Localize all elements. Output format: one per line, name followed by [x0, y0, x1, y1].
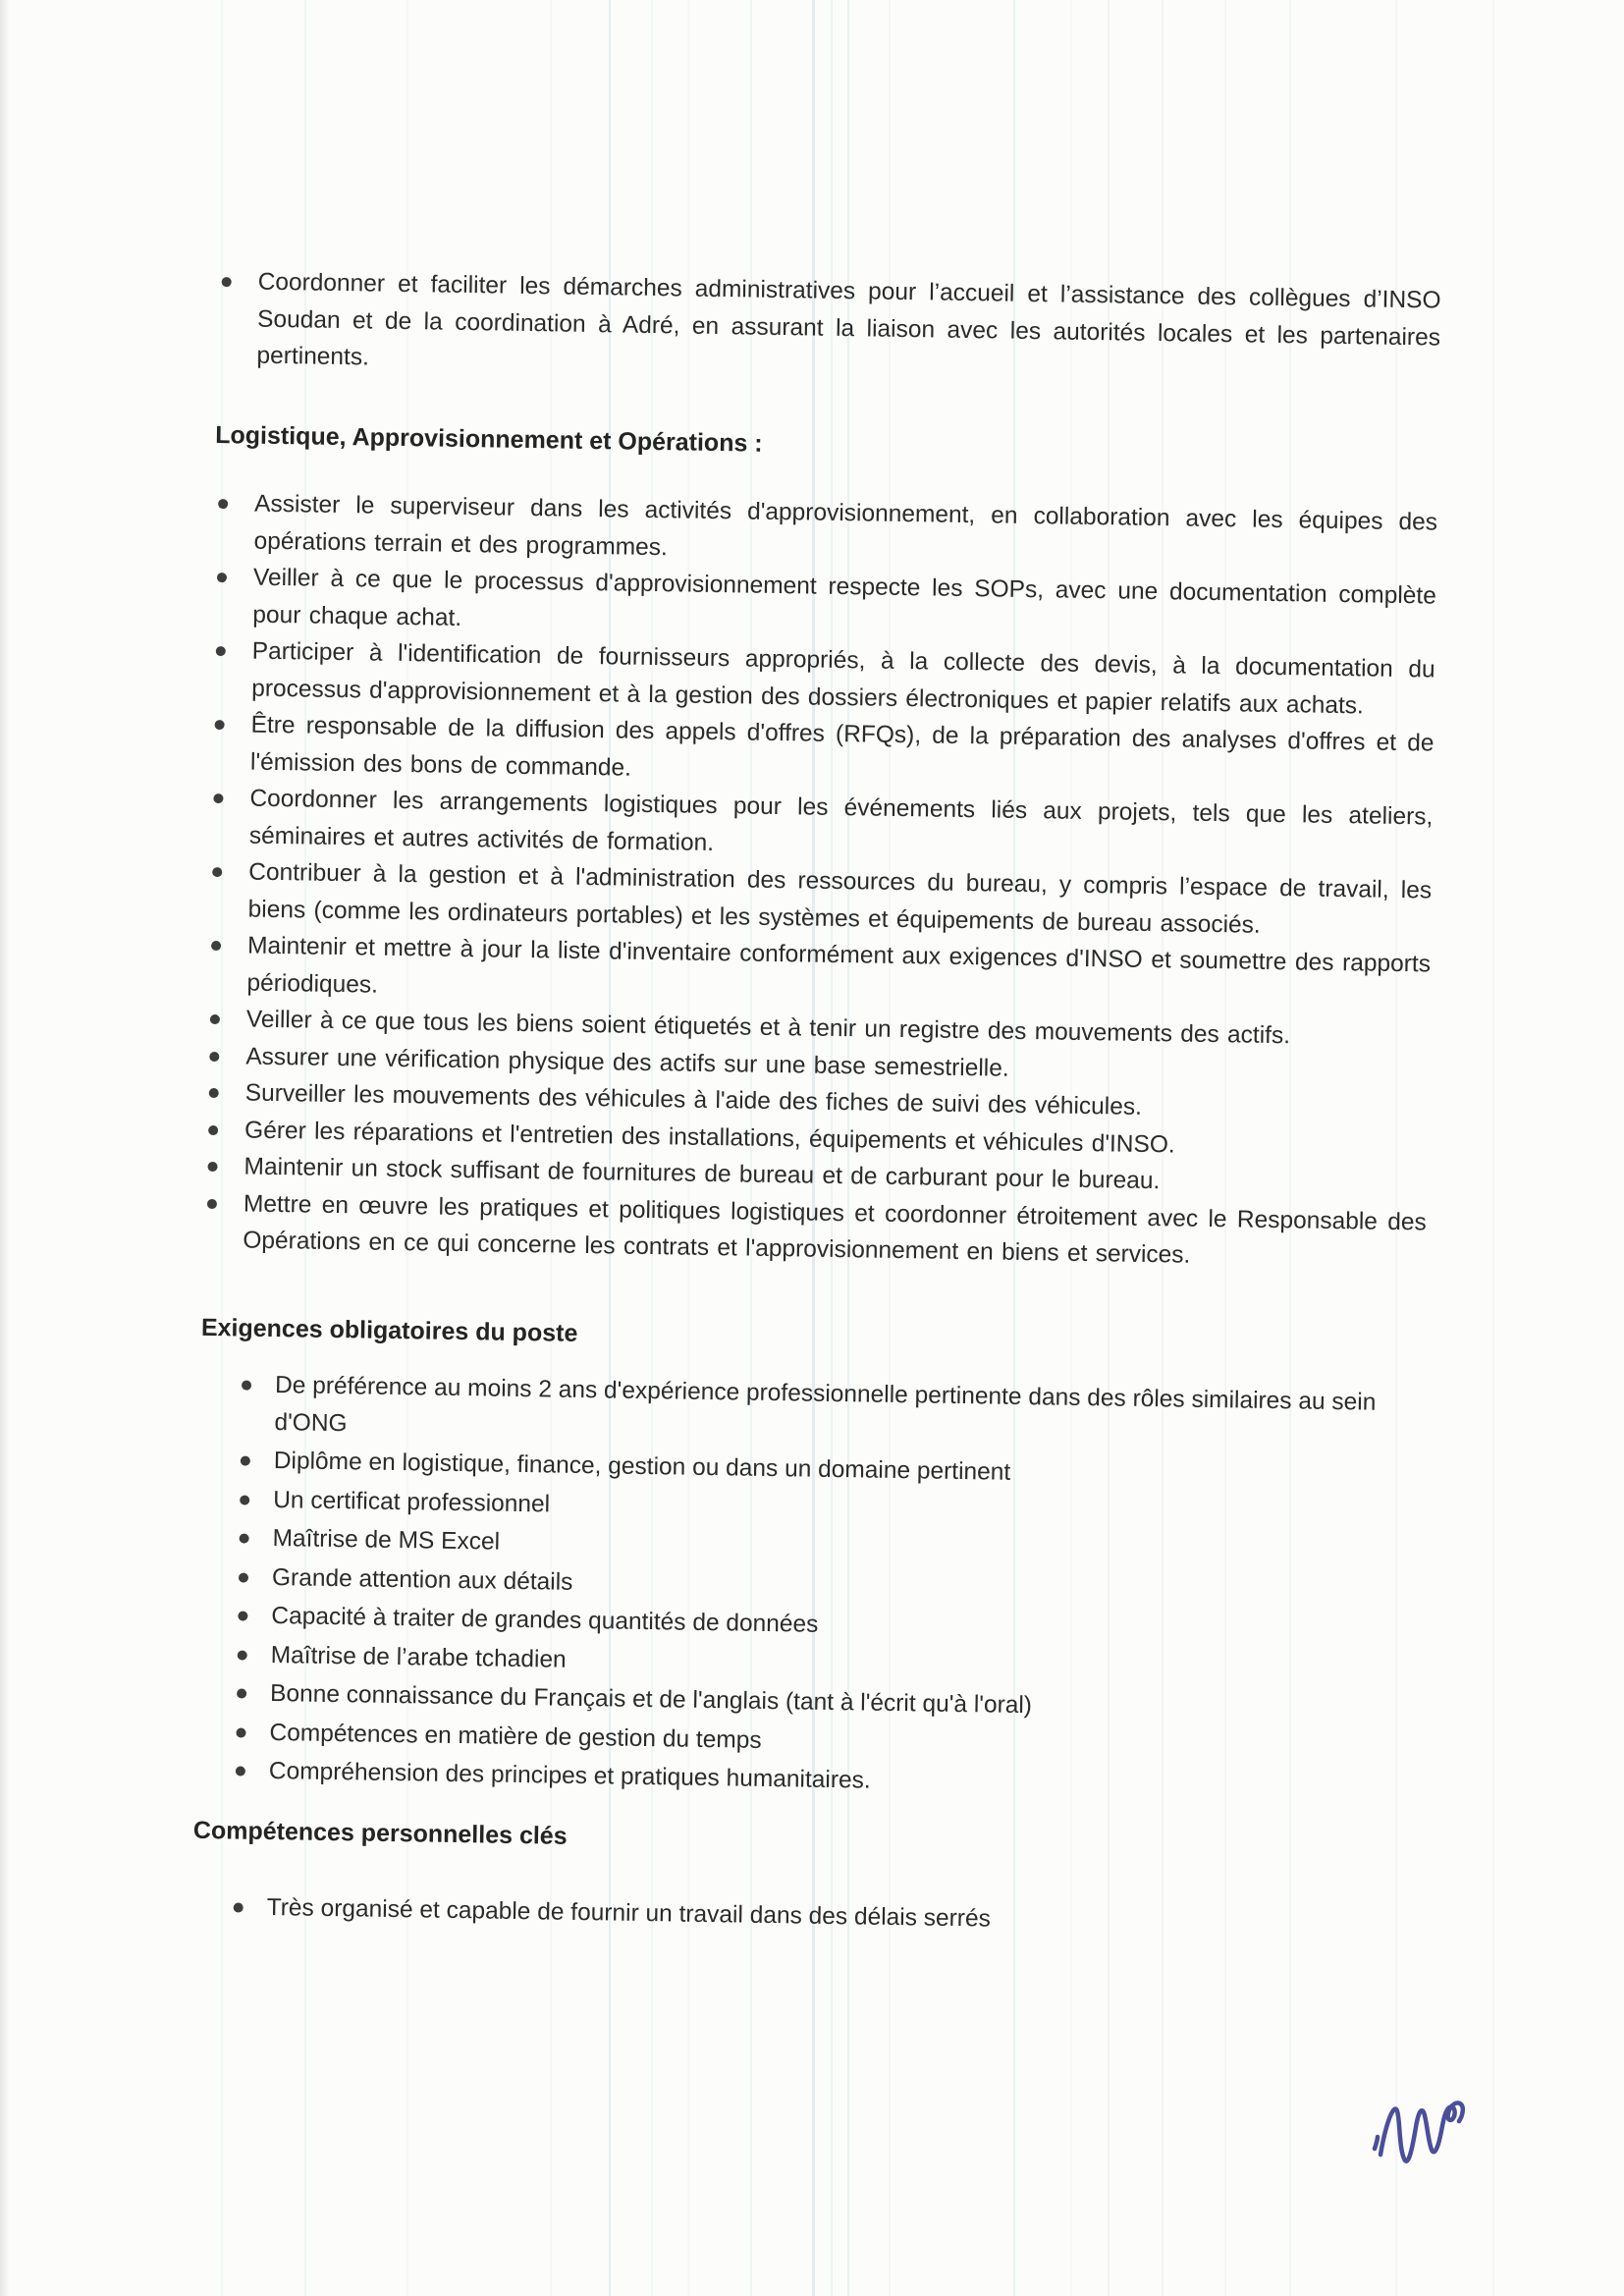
bullet-dot-icon: [209, 1051, 219, 1061]
bullet-dot-icon: [211, 941, 221, 951]
bullet-text: Diplôme en logistique, finance, gestion ou dans un domaine pertinent: [273, 1448, 1011, 1486]
section-heading-logistique: Logistique, Approvisionnement et Opérations :: [215, 420, 763, 458]
bullet-dot-icon: [207, 1162, 217, 1172]
bullet-dot-icon: [234, 1902, 244, 1912]
bullet-dot-icon: [238, 1611, 247, 1620]
bullet-text: Être responsable de la diffusion des appels d'offres (RFQs), de la préparation des analyses d'offres et de l'émission des bons de commande.: [249, 711, 1435, 782]
bullet-text: Maintenir et mettre à jour la liste d'inventaire conformément aux exigences d'INSO et soumettre des rapports périodiques.: [246, 932, 1432, 999]
bullet-dot-icon: [212, 867, 222, 877]
intro-bullet-list: [216, 263, 1441, 393]
bullet-text: Veiller à ce que tous les biens soient étiquetés et à tenir un registre des mouvements des actifs.: [245, 1006, 1291, 1050]
section-heading-exigences: Exigences obligatoires du poste: [200, 1313, 578, 1347]
logistics-bullet-list: [202, 485, 1437, 1278]
bullet-text: Grande attention aux détails: [271, 1563, 573, 1596]
bullet-text: Compétences en matière de gestion du temps: [269, 1719, 762, 1754]
bullet-dot-icon: [207, 1198, 217, 1208]
bullet-dot-icon: [218, 499, 228, 509]
bullet-dot-icon: [213, 793, 223, 803]
bullet-text: Coordonner les arrangements logistiques pour les événements liés aux projets, tels que les ateliers, séminaires et autres activités de formation.: [248, 785, 1434, 856]
bullet-dot-icon: [240, 1495, 249, 1504]
bullet-dot-icon: [217, 573, 227, 582]
bullet-text: De préférence au moins 2 ans d'expérience professionnelle pertinente dans des rôles similaires au sein d'ONG: [274, 1372, 1377, 1437]
list-item: [191, 1888, 1415, 1944]
bullet-text: Assurer une vérification physique des actifs sur une base semestrielle.: [245, 1043, 1009, 1082]
signature-ink-icon: [1365, 2094, 1478, 2180]
page-edge-shadow: [0, 0, 10, 2296]
bullet-dot-icon: [222, 277, 232, 287]
bullet-dot-icon: [236, 1727, 245, 1737]
signature: [1365, 2094, 1478, 2180]
bullet-text: Mettre en œuvre les pratiques et politiques logistiques et coordonner étroitement avec le Responsable des Opérations en ce qui concerne les contrats et l'approvisionnement en biens et services.: [243, 1190, 1428, 1269]
bullet-text: Gérer les réparations et l'entretien des installations, équipements et véhicules d'INSO.: [244, 1117, 1175, 1158]
bullet-text: Maîtrise de MS Excel: [272, 1525, 501, 1556]
bullet-dot-icon: [208, 1124, 218, 1134]
bullet-dot-icon: [210, 1014, 220, 1024]
bullet-text: Contribuer à la gestion et à l'administration des ressources du bureau, y compris l’espace de travail, les biens (comme les ordinateurs portables) et les systèmes et équipements de bureau associés.: [247, 858, 1433, 939]
bullet-text: Maîtrise de l’arabe tchadien: [270, 1641, 567, 1673]
bullet-dot-icon: [209, 1088, 219, 1098]
bullet-text: Veiller à ce que le processus d'approvisionnement respecte les SOPs, avec une documentation complète pour chaque achat.: [252, 564, 1437, 631]
bullet-dot-icon: [236, 1766, 245, 1776]
bullet-text: Coordonner et faciliter les démarches administratives pour l’accueil et l’assistance des collègues d’INSO Soudan et de la coordination à Adré, en assurant la liaison avec les autorités locales et les partenaires pertinents.: [256, 268, 1441, 371]
bullet-text: Assister le superviseur dans les activités d'approvisionnement, en collaboration avec les équipes des opérations terrain et des programmes.: [253, 490, 1438, 561]
bullet-dot-icon: [216, 646, 226, 656]
competences-bullet-list: [191, 1888, 1415, 1944]
bullet-dot-icon: [239, 1572, 248, 1582]
bullet-text: Maintenir un stock suffisant de fournitures de bureau et de carburant pour le bureau.: [244, 1153, 1161, 1195]
document-body: [191, 263, 1440, 1946]
scan-line: [1492, 0, 1494, 2296]
bullet-dot-icon: [240, 1534, 249, 1544]
list-item: [216, 263, 1441, 393]
bullet-text: Surveiller les mouvements des véhicules à l'aide des fiches de suivi des véhicules.: [244, 1079, 1143, 1121]
bullet-text: Compréhension des principes et pratiques humanitaires.: [268, 1758, 871, 1794]
requirements-bullet-list: [194, 1366, 1425, 1808]
bullet-dot-icon: [215, 720, 225, 730]
bullet-text: Très organisé et capable de fournir un travail dans des délais serrés: [266, 1893, 992, 1933]
bullet-text: Capacité à traiter de grandes quantités de données: [271, 1603, 819, 1638]
bullet-dot-icon: [238, 1650, 247, 1660]
bullet-dot-icon: [242, 1381, 251, 1391]
bullet-text: Bonne connaissance du Français et de l'anglais (tant à l'écrit qu'à l'oral): [269, 1680, 1033, 1720]
bullet-dot-icon: [237, 1688, 246, 1698]
section-heading-competences: Compétences personnelles clés: [192, 1816, 568, 1850]
bullet-text: Participer à l'identification de fournisseurs appropriés, à la collecte des devis, à la documentation du processus d'approvisionnement et à la gestion des dossiers électroniques et papier relatifs aux achats.: [250, 637, 1435, 719]
bullet-dot-icon: [241, 1456, 250, 1466]
bullet-text: Un certificat professionnel: [273, 1486, 551, 1517]
